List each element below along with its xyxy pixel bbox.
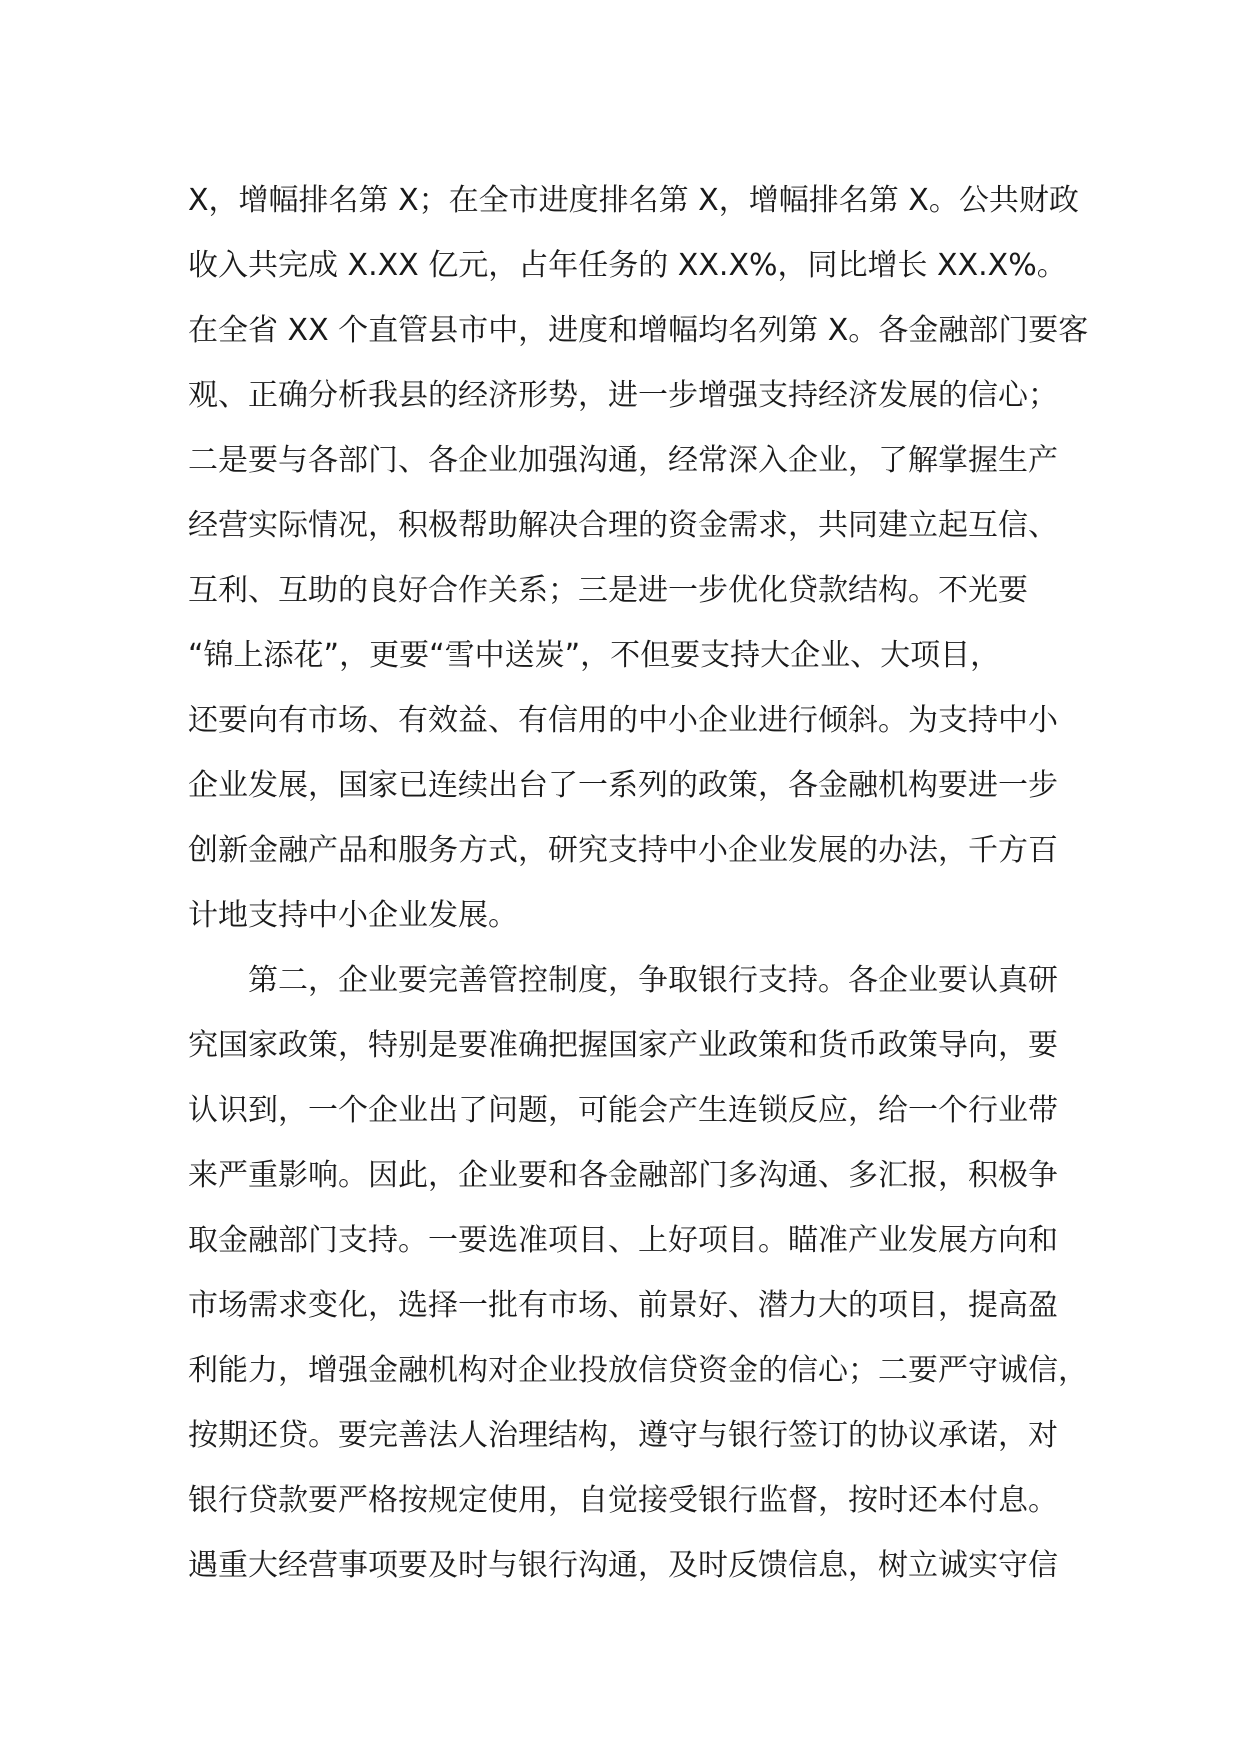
text-line: 市场需求变化，选择一批有市场、前景好、潜力大的项目，提高盈: [188, 1288, 1058, 1323]
text-line: 还要向有市场、有效益、有信用的中小企业进行倾斜。为支持中小: [188, 703, 1058, 738]
text-line: 认识到，一个企业出了问题，可能会产生连锁反应，给一个行业带: [188, 1093, 1058, 1128]
text-line: 取金融部门支持。一要选准项目、上好项目。瞄准产业发展方向和: [188, 1223, 1058, 1258]
text-line: 二是要与各部门、各企业加强沟通，经常深入企业，了解掌握生产: [188, 443, 1058, 478]
text-line: 创新金融产品和服务方式，研究支持中小企业发展的办法，千方百: [188, 833, 1058, 868]
text-line: 观、正确分析我县的经济形势，进一步增强支持经济发展的信心；: [188, 378, 1058, 413]
text-line: 经营实际情况，积极帮助解决合理的资金需求，共同建立起互信、: [188, 508, 1058, 543]
paragraph-start-line: 第二，企业要完善管控制度，争取银行支持。各企业要认真研: [248, 963, 1058, 998]
text-line: 企业发展，国家已连续出台了一系列的政策，各金融机构要进一步: [188, 768, 1058, 803]
text-line: 究国家政策，特别是要准确把握国家产业政策和货币政策导向，要: [188, 1028, 1058, 1063]
text-line: 来严重影响。因此，企业要和各金融部门多沟通、多汇报，积极争: [188, 1158, 1058, 1193]
text-line: 银行贷款要严格按规定使用，自觉接受银行监督，按时还本付息。: [188, 1483, 1058, 1518]
text-line: 利能力，增强金融机构对企业投放信贷资金的信心；二要严守诚信，: [188, 1353, 1088, 1388]
document-body: [188, 168, 1089, 1598]
text-line: 计地支持中小企业发展。: [188, 898, 518, 933]
text-line: 按期还贷。要完善法人治理结构，遵守与银行签订的协议承诺，对: [188, 1418, 1058, 1453]
text-line: 收入共完成 X.XX 亿元，占年任务的 XX.X%，同比增长 XX.X%。: [188, 248, 1067, 283]
text-line: “锦上添花”，更要“雪中送炭”，不但要支持大企业、大项目，: [188, 638, 1001, 673]
text-line: 在全省 XX 个直管县市中，进度和增幅均名列第 X。各金融部门要客: [188, 313, 1089, 348]
text-line: 互利、互助的良好合作关系；三是进一步优化贷款结构。不光要: [188, 573, 1028, 608]
text-line: X，增幅排名第 X；在全市进度排名第 X，增幅排名第 X。公共财政: [188, 183, 1079, 218]
text-line: 遇重大经营事项要及时与银行沟通，及时反馈信息，树立诚实守信: [188, 1548, 1058, 1583]
